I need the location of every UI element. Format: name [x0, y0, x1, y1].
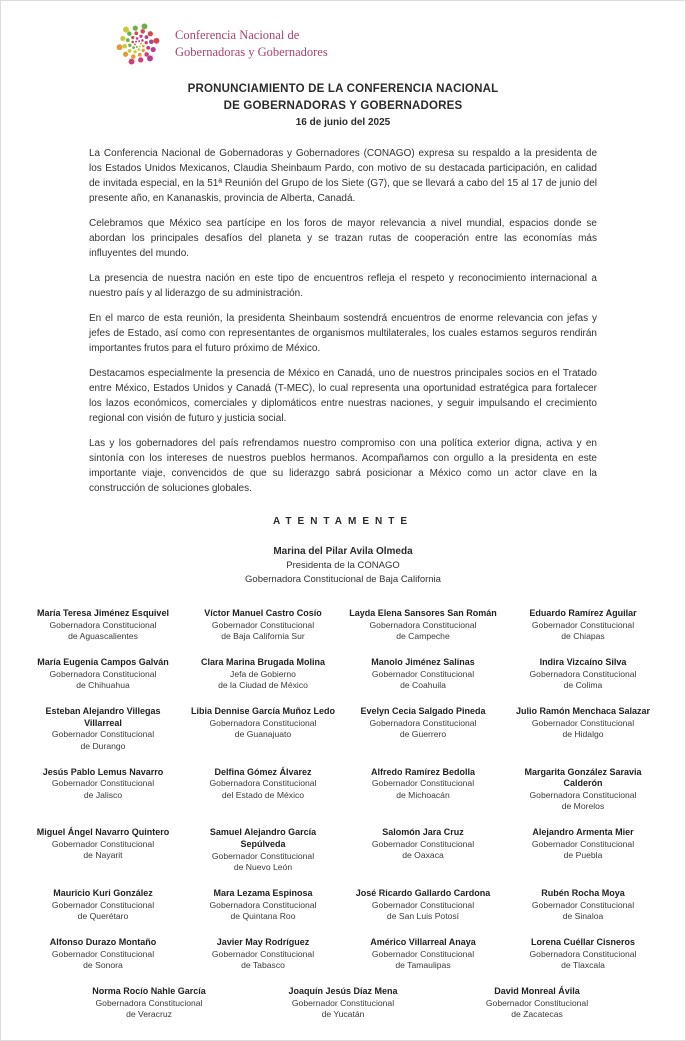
- signatory-title: Gobernadora Constitucional: [529, 790, 637, 801]
- signatory-title: Gobernadora Constitucional: [209, 717, 317, 728]
- paragraph: La Conferencia Nacional de Gobernadoras y Gobernadores (CONAGO) expresa su respaldo a la presidenta de los Estados Unidos Mexicanos, Claudia Sheinbaum Pardo, con motivo de su destacada participación, en calidad de invitada especial, en la 51ª Reunión del Grupo de los Siete (G7), que se llevará a cabo del 15 al 17 de junio del presente año, en Kananaskis, provincia de Alberta, Canadá.: [89, 148, 597, 205]
- signatory-name: Norma Rocío Nahle García: [92, 986, 206, 997]
- signatory: [507, 608, 659, 642]
- signatory-title: Gobernador Constitucional: [211, 850, 315, 861]
- signatory-state: de Quintana Roo: [230, 911, 296, 922]
- signatory-state: de Tlaxcala: [561, 960, 605, 971]
- signatory-name: Mara Lezama Espinosa: [213, 888, 313, 899]
- signatory-name: Rubén Rocha Moya: [541, 888, 625, 899]
- signatory-name: Manolo Jiménez Salinas: [371, 656, 475, 667]
- signatory-name: Mauricio Kuri González: [53, 888, 153, 899]
- org-name-line2: Gobernadoras y Gobernadores: [175, 45, 328, 59]
- signatory-state: de Chihuahua: [76, 679, 130, 690]
- signatory: [27, 827, 179, 873]
- signatory-title: Gobernador Constitucional: [51, 778, 155, 789]
- signatory-state: de Coahuila: [400, 679, 446, 690]
- signatory-title: Gobernador Constitucional: [531, 619, 635, 630]
- signatory-state: de Nuevo León: [233, 861, 293, 872]
- paragraph: Destacamos especialmente la presencia de México en Canadá, uno de nuestros principales socios en el Tratado entre México, Estados Unidos y Canadá (T-MEC), lo cual representa una oportunidad estratégica para fortalecer los lazos económicos, comerciales y diplomáticos entre nuestras naciones, y seguir impulsando el crecimiento regional con visión de futuro y justicia social.: [89, 368, 597, 425]
- signatory-name: Jesús Pablo Lemus Navarro: [42, 766, 164, 777]
- signatory: [187, 608, 339, 642]
- signatory: [347, 937, 499, 971]
- signatory-name: David Monreal Ávila: [494, 986, 580, 997]
- signatory-name: María Teresa Jiménez Esquivel: [37, 607, 169, 618]
- signatory-state: de Durango: [80, 740, 126, 751]
- signatory-title: Gobernador Constitucional: [291, 997, 395, 1008]
- signatory: [347, 608, 499, 642]
- signatory-name: Clara Marina Brugada Molina: [200, 656, 326, 667]
- signatory-title: Gobernador Constitucional: [51, 899, 155, 910]
- signatory: [187, 657, 339, 691]
- signatory-title: Gobernador Constitucional: [371, 839, 475, 850]
- signatory-title: Gobernador Constitucional: [531, 899, 635, 910]
- signatory-title: Gobernador Constitucional: [51, 839, 155, 850]
- signatory-title: Gobernadora Constitucional: [209, 899, 317, 910]
- signatory-state: de San Luis Potosí: [386, 911, 460, 922]
- document-title-line2: DE GOBERNADORAS Y GOBERNADORES: [223, 99, 463, 112]
- signatory-name: Alfredo Ramírez Bedolla: [370, 766, 476, 777]
- signatory: [27, 937, 179, 971]
- signatory: [347, 657, 499, 691]
- signatory-title: Gobernador Constitucional: [531, 839, 635, 850]
- org-name: [175, 27, 328, 61]
- closing-word: ATENTAMENTE: [272, 516, 414, 528]
- signatory-name: Esteban Alejandro Villegas Villarreal: [45, 706, 161, 728]
- signatory: [264, 986, 422, 1020]
- signatory-title: Gobernadora Constitucional: [209, 778, 317, 789]
- signatory-title: Gobernadora Constitucional: [529, 668, 637, 679]
- signatory-title: Gobernador Constitucional: [371, 899, 475, 910]
- signatory: [187, 706, 339, 752]
- paragraph: Las y los gobernadores del país refrendamos nuestro compromiso con una política exterior digna, activa y en sintonía con los intereses de nuestros pueblos hermanos. Acompañamos con orgullo a la presidenta en este importante viaje, convencidos de que su liderazgo sabrá posicionar a México como un actor clave en la construcción de soluciones globales.: [89, 438, 597, 495]
- signatory: [27, 657, 179, 691]
- signatory: [347, 767, 499, 813]
- signatory-title: Gobernadora Constitucional: [49, 619, 157, 630]
- signatory-state: de Veracruz: [126, 1009, 172, 1020]
- president-state-title: Gobernadora Constitucional de Baja California: [245, 573, 441, 585]
- signatory: [27, 767, 179, 813]
- document-title-line1: PRONUNCIAMIENTO DE LA CONFERENCIA NACIONAL: [187, 83, 499, 95]
- signatory-title: Gobernador Constitucional: [371, 668, 475, 679]
- signatory-name: Alejandro Armenta Mier: [532, 827, 634, 838]
- signatory: [507, 888, 659, 922]
- signatory-state: de Zacatecas: [511, 1009, 563, 1020]
- signatory-name: Evelyn Cecia Salgado Pineda: [360, 706, 486, 716]
- org-name-line1: Conferencia Nacional de: [175, 28, 300, 43]
- signatory: [507, 767, 659, 813]
- signatory-state: del Estado de México: [221, 789, 305, 800]
- signatory-title: Gobernadora Constitucional: [529, 948, 637, 959]
- signatory-name: Layda Elena Sansores San Román: [349, 607, 497, 618]
- signatory-state: de Chiapas: [561, 630, 605, 641]
- signatory-title: Gobernador Constitucional: [531, 717, 635, 728]
- document-title: [1, 81, 685, 114]
- signatory-state: de Morelos: [561, 801, 605, 812]
- signatory: [27, 706, 179, 752]
- signatory-state: de Oaxaca: [402, 850, 444, 861]
- body-paragraphs: [1, 146, 685, 496]
- signatory-name: José Ricardo Gallardo Cardona: [355, 888, 491, 899]
- signatory-state: de Michoacán: [396, 789, 450, 800]
- paragraph: Celebramos que México sea partícipe en los foros de mayor relevancia a nivel mundial, espacios donde se abordan los principales desafíos del planeta y se trazan rutas de cooperación entre las economías más influyentes del mundo.: [89, 218, 597, 260]
- signatory-state: de Querétaro: [77, 911, 129, 922]
- signatory-state: de Hidalgo: [562, 728, 604, 739]
- signatory: [347, 888, 499, 922]
- signatory: [187, 767, 339, 813]
- signatory-state: de Baja California Sur: [221, 630, 305, 641]
- signatory-title: Jefa de Gobierno: [230, 668, 296, 679]
- signatory: [70, 986, 228, 1020]
- signatory: [27, 608, 179, 642]
- signatory-title: Gobernador Constitucional: [485, 997, 589, 1008]
- signatory-name: Víctor Manuel Castro Cosío: [204, 607, 322, 618]
- signatory: [27, 888, 179, 922]
- signatory-title: Gobernador Constitucional: [371, 948, 475, 959]
- signatory-name: Libia Dennise García Muñoz Ledo: [190, 706, 336, 716]
- paragraph: En el marco de esta reunión, la presidenta Sheinbaum sostendrá encuentros de enorme relevancia con jefas y jefes de Estado, así como con representantes de organismos multilaterales, los cuales estamos seguros rendirán importantes frutos para el futuro próximo de México.: [89, 313, 597, 355]
- document-date: 16 de junio del 2025: [295, 117, 391, 129]
- signatory-state: de Tabasco: [241, 960, 285, 971]
- signatory-state: de Guerrero: [399, 728, 447, 739]
- paragraph: La presencia de nuestra nación en este tipo de encuentros refleja el respeto y reconocimiento internacional a nuestro país y al liderazgo de su administración.: [89, 273, 597, 300]
- signatory-name: Miguel Ángel Navarro Quintero: [36, 827, 170, 838]
- signatory: [507, 706, 659, 752]
- signatory: [187, 937, 339, 971]
- signatory-state: de la Ciudad de México: [218, 679, 308, 690]
- signatory-title: Gobernadora Constitucional: [369, 717, 477, 728]
- signatory: [187, 888, 339, 922]
- signatories-last-row: [1, 986, 685, 1020]
- signatory: [347, 827, 499, 873]
- president-signature-block: [1, 545, 685, 586]
- signatory-title: Gobernadora Constitucional: [95, 997, 203, 1008]
- header: [1, 17, 685, 71]
- signatory-name: Delfina Gómez Álvarez: [214, 766, 312, 777]
- signatories-grid: [1, 608, 685, 971]
- signatory-title: Gobernador Constitucional: [51, 729, 155, 740]
- signatory-name: María Eugenia Campos Galván: [37, 656, 169, 667]
- signatory-name: Lorena Cuéllar Cisneros: [530, 937, 636, 948]
- signatory-state: de Puebla: [563, 850, 603, 861]
- signatory-title: Gobernador Constitucional: [211, 619, 315, 630]
- signatory-state: de Sinaloa: [562, 911, 604, 922]
- president-title: Presidenta de la CONAGO: [286, 560, 400, 572]
- signatory-state: de Colima: [563, 679, 603, 690]
- signatory-title: Gobernadora Constitucional: [49, 668, 157, 679]
- signatory-state: de Aguascalientes: [68, 630, 138, 641]
- signatory: [458, 986, 616, 1020]
- signatory-state: de Sonora: [83, 960, 123, 971]
- signatory: [187, 827, 339, 873]
- signatory-state: de Campeche: [396, 630, 450, 641]
- signatory-name: Indira Vizcaíno Silva: [539, 656, 627, 667]
- signatory-name: Samuel Alejandro García Sepúlveda: [209, 827, 317, 850]
- signatory-name: Joaquín Jesús Díaz Mena: [288, 986, 398, 997]
- signatory-title: Gobernadora Constitucional: [369, 619, 477, 630]
- signatory: [507, 937, 659, 971]
- signatory-name: Javier May Rodríguez: [216, 937, 310, 948]
- signatory-state: de Jalisco: [83, 789, 123, 800]
- signatory-name: Salomón Jara Cruz: [382, 827, 464, 838]
- signatory-name: Américo Villarreal Anaya: [370, 937, 476, 948]
- signatory: [507, 827, 659, 873]
- president-name: Marina del Pilar Avila Olmeda: [273, 546, 413, 558]
- signatory-state: de Tamaulipas: [395, 960, 451, 971]
- signatory-title: Gobernador Constitucional: [51, 948, 155, 959]
- signatory-title: Gobernador Constitucional: [211, 948, 315, 959]
- signatory-title: Gobernador Constitucional: [371, 778, 475, 789]
- signatory-state: de Yucatán: [321, 1009, 365, 1020]
- conago-logo-icon: [111, 17, 165, 71]
- signatory-state: de Guanajuato: [234, 728, 292, 739]
- signatory-name: Eduardo Ramírez Aguilar: [529, 607, 637, 618]
- signatory-name: Julio Ramón Menchaca Salazar: [515, 706, 651, 716]
- signatory-name: Margarita González Saravia Calderón: [524, 766, 642, 789]
- signatory: [347, 706, 499, 752]
- signatory: [507, 657, 659, 691]
- signatory-state: de Nayarit: [83, 850, 123, 861]
- signatory-name: Alfonso Durazo Montaño: [49, 937, 157, 948]
